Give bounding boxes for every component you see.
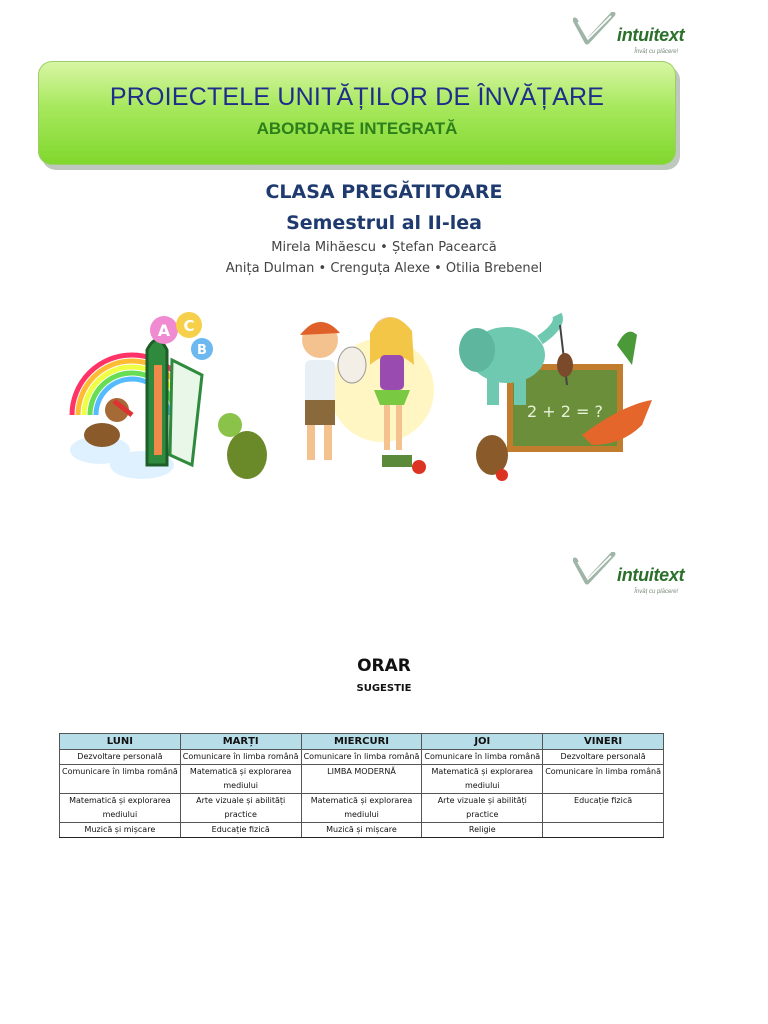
logo-wordmark: intuitext <box>617 25 685 45</box>
table-row <box>60 750 664 765</box>
logo-tagline: Învăț cu plăcere! <box>634 49 679 55</box>
banner-title: PROIECTELE UNITĂȚILOR DE ÎNVĂȚARE <box>109 83 605 111</box>
table-header-row <box>60 734 664 750</box>
check-swoosh-icon <box>573 12 617 46</box>
banner-subtitle: ABORDARE INTEGRATĂ <box>256 119 458 138</box>
table-row <box>60 765 664 794</box>
column-header-luni: LUNI <box>60 734 181 750</box>
table-cell: LIMBA MODERNĂ <box>301 765 422 794</box>
table-cell: Matematică și explorarea mediului <box>422 765 543 794</box>
authors-line-1: Mirela Mihăescu • Ștefan Pacearcă <box>271 240 497 255</box>
authors-line-2: Anița Dulman • Crenguța Alexe • Otilia Brebenel <box>225 261 543 276</box>
monkey-figure <box>557 353 573 377</box>
cover-illustration <box>62 305 662 490</box>
table-cell: Dezvoltare personală <box>543 750 664 765</box>
schedule-table <box>59 733 664 838</box>
classroom-scene <box>459 315 652 481</box>
check-swoosh-icon <box>573 552 617 586</box>
table-cell: Comunicare în limba română <box>422 750 543 765</box>
kids-scene <box>300 317 434 474</box>
column-header-joi: JOI <box>422 734 543 750</box>
board-text: 2 + 2 = ? <box>526 402 604 421</box>
table-cell: Matematică și explorarea mediului <box>301 794 422 823</box>
letter-b: B <box>197 343 207 358</box>
intuitext-logo <box>573 12 685 55</box>
class-title: CLASA PREGĂTITOARE <box>265 181 503 203</box>
table-cell: Arte vizuale și abilități practice <box>180 794 301 823</box>
table-cell: Dezvoltare personală <box>60 750 181 765</box>
logo-tagline: Învăț cu plăcere! <box>634 589 679 595</box>
letter-a: A <box>157 321 171 340</box>
column-header-vineri: VINERI <box>543 734 664 750</box>
table-cell: Educație fizică <box>180 823 301 838</box>
schedule-title: ORAR <box>357 656 411 676</box>
intuitext-logo-2 <box>573 552 685 595</box>
table-cell: Religie <box>422 823 543 838</box>
hedgehog-figure <box>476 435 508 475</box>
table-cell: Comunicare în limba română <box>60 765 181 794</box>
schedule-subtitle: SUGESTIE <box>356 683 412 694</box>
turtle-figure <box>227 431 267 479</box>
table-cell: Muzică și mișcare <box>60 823 181 838</box>
table-cell: Comunicare în limba română <box>543 765 664 794</box>
column-header-marti: MARȚI <box>180 734 301 750</box>
table-cell: Matematică și explorarea mediului <box>180 765 301 794</box>
table-cell: Matematică și explorarea mediului <box>60 794 181 823</box>
table-row <box>60 823 664 838</box>
semester-title: Semestrul al II-lea <box>286 212 482 234</box>
table-cell <box>543 823 664 838</box>
letter-c: C <box>183 317 195 335</box>
table-cell: Educație fizică <box>543 794 664 823</box>
table-cell: Muzică și mișcare <box>301 823 422 838</box>
rainbow-scene <box>70 312 267 479</box>
beaver-figure <box>84 423 120 447</box>
logo-wordmark: intuitext <box>617 565 685 585</box>
column-header-miercuri: MIERCURI <box>301 734 422 750</box>
table-cell: Arte vizuale și abilități practice <box>422 794 543 823</box>
table-cell: Comunicare în limba română <box>301 750 422 765</box>
title-banner <box>38 61 676 165</box>
table-row <box>60 794 664 823</box>
table-cell: Comunicare în limba română <box>180 750 301 765</box>
